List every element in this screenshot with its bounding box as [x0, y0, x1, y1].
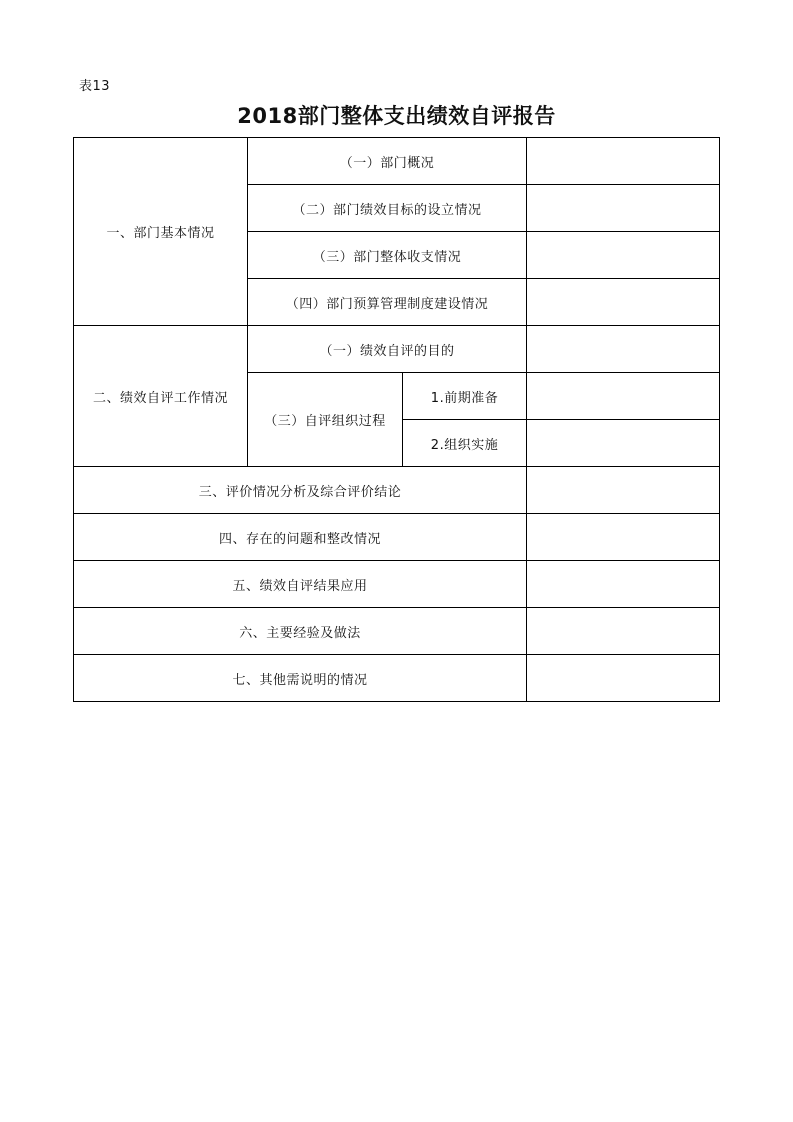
section-experience-practices: 六、主要经验及做法 [74, 608, 527, 655]
item-evaluation-purpose: （一）绩效自评的目的 [248, 326, 527, 373]
content-cell[interactable] [527, 185, 720, 232]
table-row [74, 608, 720, 655]
section-evaluation-analysis: 三、评价情况分析及综合评价结论 [74, 467, 527, 514]
report-table [73, 137, 720, 702]
content-cell[interactable] [527, 514, 720, 561]
table-row [74, 138, 720, 185]
section-label-self-evaluation: 二、绩效自评工作情况 [74, 326, 248, 467]
section-result-application: 五、绩效自评结果应用 [74, 561, 527, 608]
item-performance-goals: （二）部门绩效目标的设立情况 [248, 185, 527, 232]
table-row [74, 326, 720, 373]
content-cell[interactable] [527, 326, 720, 373]
item-income-expenditure: （三）部门整体收支情况 [248, 232, 527, 279]
content-cell[interactable] [527, 279, 720, 326]
table-number: 表13 [79, 79, 111, 94]
table-row [74, 467, 720, 514]
table-row [74, 561, 720, 608]
item-budget-management: （四）部门预算管理制度建设情况 [248, 279, 527, 326]
item-dept-overview: （一）部门概况 [248, 138, 527, 185]
content-cell[interactable] [527, 373, 720, 420]
section-problems-rectification: 四、存在的问题和整改情况 [74, 514, 527, 561]
table-row [74, 514, 720, 561]
table-row [74, 655, 720, 702]
content-cell[interactable] [527, 467, 720, 514]
content-cell[interactable] [527, 420, 720, 467]
section-label-dept-basic: 一、部门基本情况 [74, 138, 248, 326]
step-implementation: 2.组织实施 [403, 420, 527, 467]
content-cell[interactable] [527, 138, 720, 185]
content-cell[interactable] [527, 655, 720, 702]
step-preparation: 1.前期准备 [403, 373, 527, 420]
report-title: 2018部门整体支出绩效自评报告 [237, 104, 556, 128]
content-cell[interactable] [527, 561, 720, 608]
section-other-notes: 七、其他需说明的情况 [74, 655, 527, 702]
item-evaluation-process: （三）自评组织过程 [248, 373, 403, 467]
content-cell[interactable] [527, 232, 720, 279]
content-cell[interactable] [527, 608, 720, 655]
